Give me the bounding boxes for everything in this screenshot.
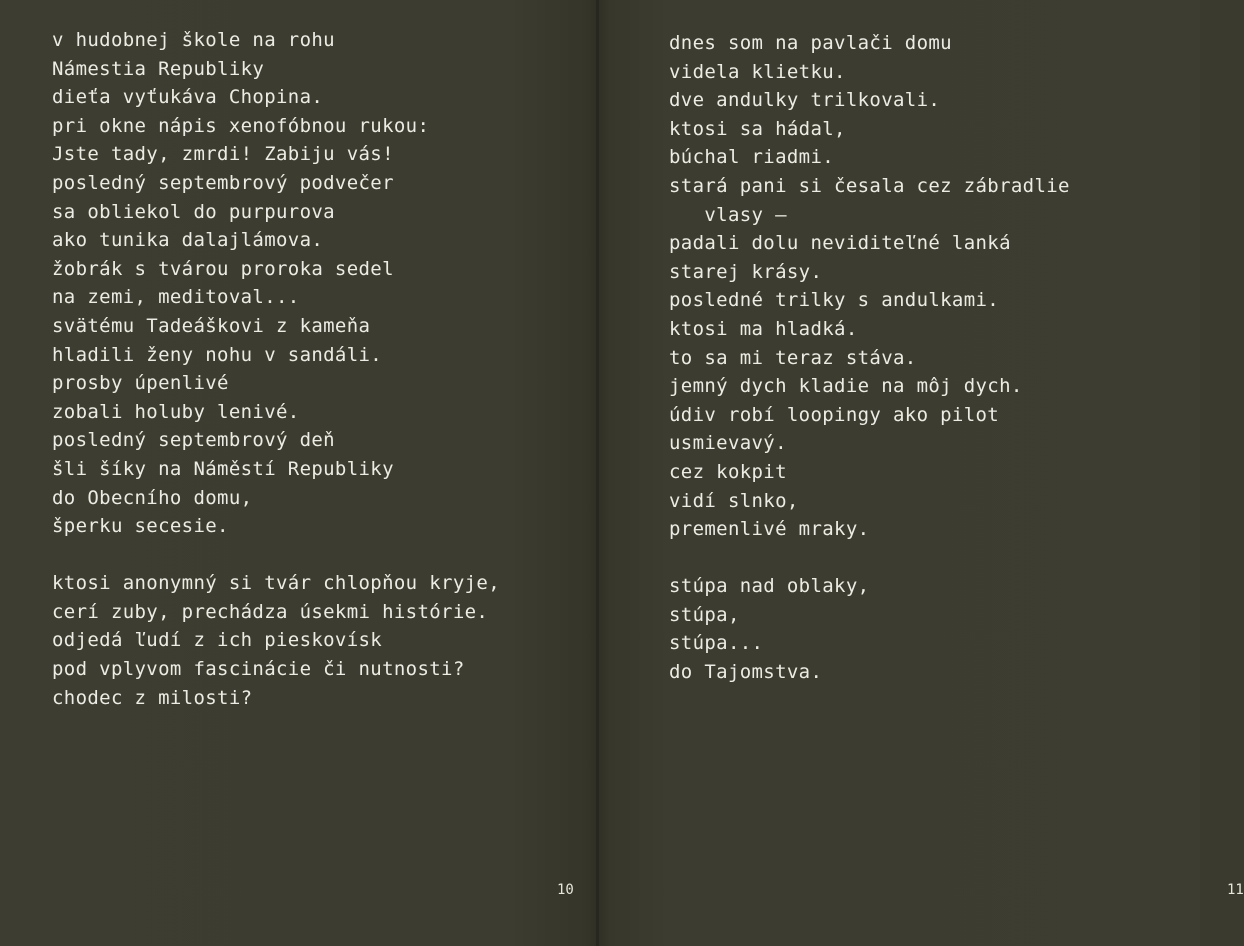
page-number-right: 11 bbox=[1227, 882, 1244, 898]
poem-line: cez kokpit bbox=[669, 460, 787, 483]
poem-line: posledné trilky s andulkami. bbox=[669, 289, 1000, 312]
poem-line: ktosi ma hladká. bbox=[669, 317, 858, 340]
poem-line: padali dolu neviditeľné lanká bbox=[669, 232, 1011, 255]
poem-line: vlasy – bbox=[669, 203, 787, 226]
poem-line: videla klietku. bbox=[669, 60, 846, 83]
poem-line: svätému Tadeáškovi z kameňa bbox=[52, 314, 371, 337]
poem-line: stúpa, bbox=[669, 603, 740, 626]
poem-line: žobrák s tvárou proroka sedel bbox=[52, 257, 394, 280]
poem-line: posledný septembrový deň bbox=[52, 429, 335, 452]
poem-line: cerí zuby, prechádza úsekmi histórie. bbox=[52, 600, 489, 623]
poem-line: vidí slnko, bbox=[669, 489, 799, 512]
poem-line: usmievavý. bbox=[669, 432, 787, 455]
poem-line: pod vplyvom fascinácie či nutnosti? bbox=[52, 658, 465, 681]
poem-line: ktosi anonymný si tvár chlopňou kryje, bbox=[52, 572, 500, 595]
poem-line: do Obecního domu, bbox=[52, 486, 253, 509]
poem-line: dnes som na pavlači domu bbox=[669, 32, 952, 54]
left-poem bbox=[52, 26, 500, 712]
poem-line: pri okne nápis xenofóbnou rukou: bbox=[52, 114, 430, 137]
poem-line: zobali holuby lenivé. bbox=[52, 400, 300, 423]
poem-line: do Tajomstva. bbox=[669, 661, 823, 684]
poem-line: prosby úpenlivé bbox=[52, 372, 229, 395]
poem-line: chodec z milosti? bbox=[52, 686, 253, 709]
poem-line: Námestia Republiky bbox=[52, 57, 265, 80]
poem-line: starej krásy. bbox=[669, 260, 823, 283]
poem-line: dieťa vyťukáva Chopina. bbox=[52, 86, 324, 109]
poem-line: v hudobnej škole na rohu bbox=[52, 29, 335, 51]
poem-line: odjedá ľudí z ich pieskovísk bbox=[52, 629, 383, 652]
poem-line: hladili ženy nohu v sandáli. bbox=[52, 343, 383, 366]
poem-line: posledný septembrový podvečer bbox=[52, 171, 394, 194]
poem-line: sa obliekol do purpurova bbox=[52, 200, 335, 223]
poem-line: dve andulky trilkovali. bbox=[669, 89, 941, 112]
poem-line: ako tunika dalajlámova. bbox=[52, 229, 324, 252]
poem-line: stúpa nad oblaky, bbox=[669, 575, 870, 598]
poem-line: to sa mi teraz stáva. bbox=[669, 346, 917, 369]
poem-line: na zemi, meditoval... bbox=[52, 286, 300, 309]
poem-line: šperku secesie. bbox=[52, 515, 229, 538]
page-number-left: 10 bbox=[557, 882, 574, 898]
poem-line bbox=[669, 544, 1070, 573]
poem-line: stúpa... bbox=[669, 632, 764, 655]
poem-line: Jste tady, zmrdi! Zabiju vás! bbox=[52, 143, 394, 166]
poem-line: stará pani si česala cez zábradlie bbox=[669, 174, 1070, 197]
right-poem bbox=[669, 29, 1070, 687]
poem-line: búchal riadmi. bbox=[669, 146, 835, 169]
poem-line bbox=[52, 541, 500, 570]
poem-line: ktosi sa hádal, bbox=[669, 117, 846, 140]
book-gutter bbox=[596, 0, 599, 946]
poem-line: údiv robí loopingy ako pilot bbox=[669, 403, 1000, 426]
poem-line: jemný dych kladie na môj dych. bbox=[669, 375, 1023, 398]
poem-line: premenlivé mraky. bbox=[669, 518, 870, 541]
right-page bbox=[598, 0, 1244, 946]
left-page bbox=[0, 0, 598, 946]
poem-line: šli šíky na Náměstí Republiky bbox=[52, 457, 394, 480]
